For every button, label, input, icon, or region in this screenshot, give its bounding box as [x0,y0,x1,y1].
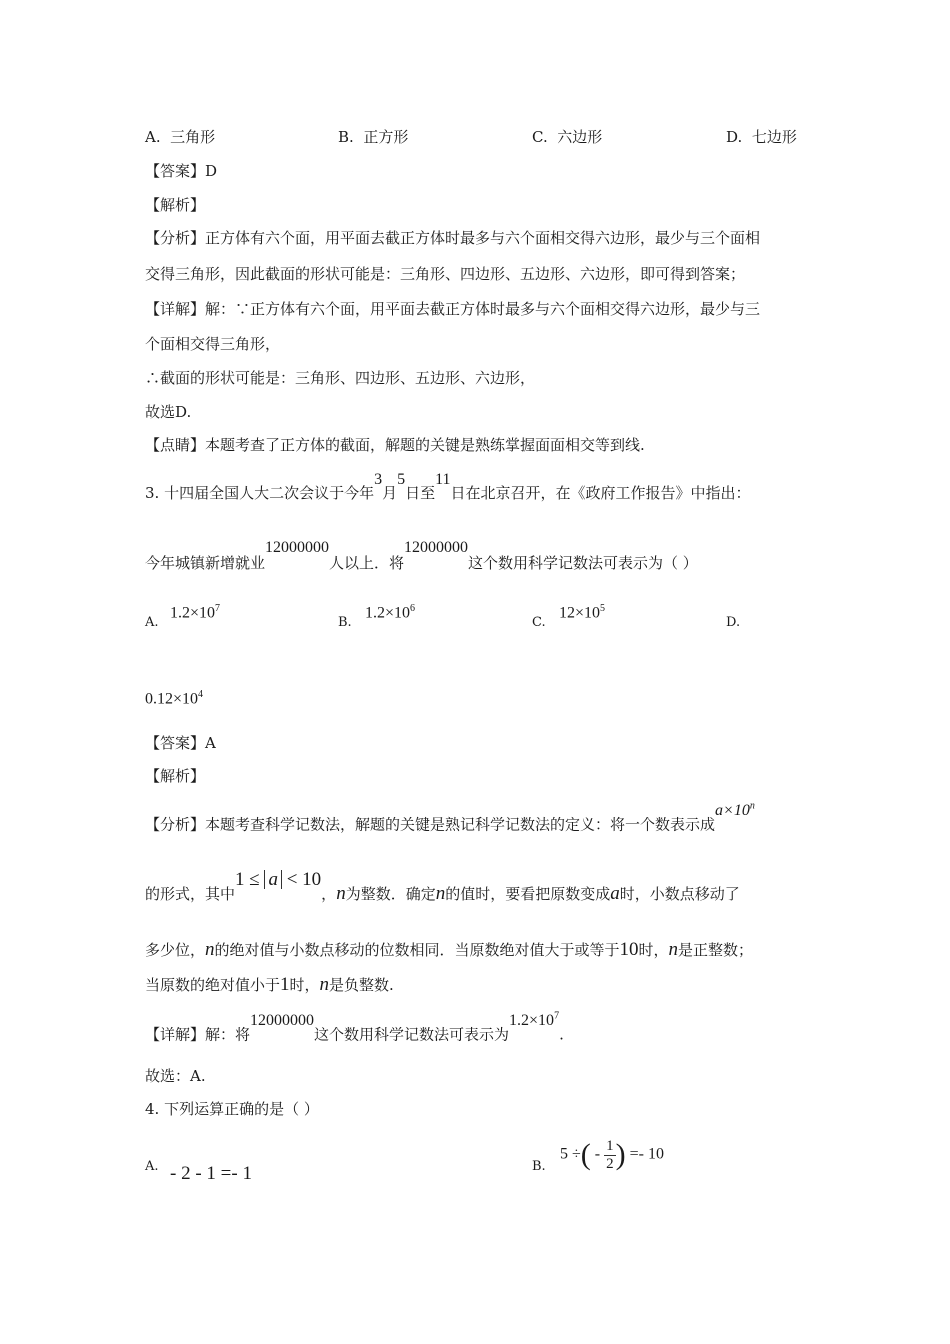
q3-num2: 12000000 [404,539,469,556]
q3-analysis-line1: 【分析】本题考查科学记数法，解题的关键是熟记科学记数法的定义：将一个数表示成$a\times 10^n$ [145,801,755,834]
q2-option-a: A. 三角形 [145,128,216,146]
q3-analysis-line2: 的形式，其中1 ≤ a < 10，n为整数．确定n的值时，要看把原数变成a时，小数点移动了 [145,869,740,904]
q2-analysis-line2: 交得三角形，因此截面的形状可能是：三角形、四边形、五边形、六边形，即可得到答案； [145,265,746,283]
q2-detail-line3: ∴截面的形状可能是：三角形、四边形、五边形、六边形， [145,369,536,387]
q4-option-a-label: A. [145,1159,159,1174]
q3-option-c-label: C. [532,615,546,630]
q3-option-a-label: A. [145,615,159,630]
q2-answer: 【答案】D [145,162,218,180]
q4-stem: 4. 下列运算正确的是（ ） [145,1100,319,1118]
q3-jiexi-heading: 【解析】 [145,767,206,785]
q3-month: 3 [374,471,383,488]
q3-stem-line1: 3. 十四届全国人大二次会议于今年3月5日至11日在北京召开，在《政府工作报告》中指出： [145,471,751,502]
q2-detail-line2: 个面相交得三角形， [145,335,281,353]
q4-option-b-label: B. [532,1159,546,1174]
q3-option-d-expr: $0.12\times 10^4$ [145,689,204,708]
q2-option-b: B. 正方形 [338,128,409,146]
q3-option-d-label: D. [726,615,741,630]
q4-option-a-expr: - 2 - 1 =- 1 [170,1163,252,1184]
q2-option-c: C. 六边形 [532,128,603,146]
q2-option-d: D. 七边形 [726,128,797,146]
q2-detail-line1: 【详解】解：∵正方体有六个面，用平面去截正方体时最多与六个面相交得六边形，最少与三 [145,300,761,318]
q3-inequality: 1 ≤ a < 10 [235,869,322,890]
q2-remark: 【点睛】本题考查了正方体的截面，解题的关键是熟练掌握面面相交等到线. [145,436,645,454]
q3-option-b-label: B. [338,615,352,630]
q3-option-c-expr: $12\times 10^5$ [559,603,606,622]
q3-analysis-line4: 当原数的绝对值小于1时，n是负整数. [145,974,394,995]
q2-jiexi-heading: 【解析】 [145,196,206,214]
q3-option-a-expr: $1.2\times 10^7$ [170,603,221,622]
q3-detail-expr: $1.2\times 10^7$ [509,1011,560,1030]
q3-option-b-expr: $1.2\times 10^6$ [365,603,416,622]
q2-analysis-line1: 【分析】正方体有六个面，用平面去截正方体时最多与六个面相交得六边形，最少与三个面相 [145,229,761,247]
q3-answer: 【答案】A [145,734,216,752]
q3-day1: 5 [397,471,406,488]
q3-detail-line: 【详解】解：将12000000这个数用科学记数法可表示为$1.2\times 10^7$. [145,1011,564,1044]
q3-choice: 故选：A. [145,1067,206,1085]
q3-stem-line2: 今年城镇新增就业12000000人以上．将12000000这个数用科学记数法可表示为（ ） [145,539,698,572]
q3-analysis-expr: $a\times 10^n$ [715,801,755,820]
q4-fraction: $\frac{1}{2}$ [606,1138,614,1172]
q3-day2: 11 [435,471,451,488]
q3-num1: 12000000 [265,539,330,556]
q3-analysis-line3: 多少位，n的绝对值与小数点移动的位数相同．当原数绝对值大于或等于10时，n是正整数； [145,939,754,960]
q2-detail-line4: 故选D. [145,403,192,421]
q4-option-b-expr: 5 ÷( - $\frac{1}{2}$ ) =- 10 [560,1138,664,1172]
q3-detail-num: 12000000 [250,1012,315,1030]
